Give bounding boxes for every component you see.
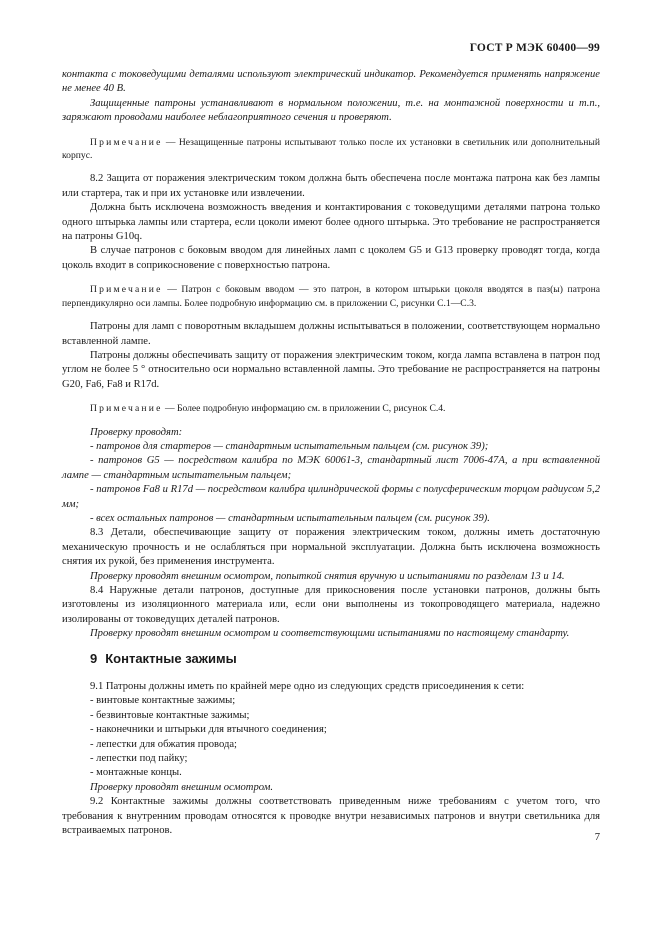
paragraph: Проверку проводят внешним осмотром и соответствующими испытаниями по настоящему стандарту. bbox=[90, 628, 570, 640]
paragraph: Защищенные патроны устанавливают в нормальном положении, т.е. на монтажной поверхности и т.п., заряжают проводами наиболее неблагоприятного сечения и проверяют. bbox=[62, 97, 600, 124]
section-number: 9 bbox=[90, 650, 98, 666]
paragraph: 8.2 Защита от поражения электрическим током должна быть обеспечена после монтажа патрона как без лампы или стартера, так и при их установке или извлечении. bbox=[62, 173, 600, 199]
document-header: ГОСТ Р МЭК 60400—99 bbox=[469, 42, 600, 54]
note-label: Примечание bbox=[90, 284, 163, 296]
list-item: - всех остальных патронов — стандартным испытательным пальцем (см. рисунок 39). bbox=[90, 512, 490, 524]
paragraph: Проверку проводят внешним осмотром, попыткой снятия вручную и испытаниями по разделам 13 и 14. bbox=[90, 570, 565, 582]
section-title: Контактные зажимы bbox=[105, 650, 237, 666]
note-label: Примечание bbox=[90, 403, 163, 415]
paragraph: В случае патронов с боковым вводом для линейных ламп с цоколем G5 и G13 проверку проводят тогда, когда цоколь входит в соприкосновение с поверхностью патрона. bbox=[62, 245, 600, 271]
list-item: - винтовые контактные зажимы; bbox=[90, 695, 236, 707]
paragraph: контакта с токоведущими деталями используют электрический индикатор. Рекомендуется применять напряжение не менее 40 В. bbox=[62, 69, 600, 95]
list-item: - патронов для стартеров — стандартным испытательным пальцем (см. рисунок 39); bbox=[90, 440, 489, 452]
paragraph: Должна быть исключена возможность введения и контактирования с токоведущими деталями патрона только одного штырька лампы или стартера, если цоколи имеют более одного штырька. Это требование не распространяется на патроны G10q. bbox=[62, 202, 600, 243]
note-text: — Незащищенные патроны испытывают только после их установки в светильник или дополнительный корпус. bbox=[62, 136, 600, 162]
paragraph: Патроны должны обеспечивать защиту от поражения электрическим током, когда лампа вставлена в патрон под углом не более 5 ° относительно оси нормально вставленной лампы. Это требование не распространяется на патроны G20, Fa6, Fa8 и R17d. bbox=[62, 349, 600, 390]
note-text: — Патрон с боковым вводом — это патрон, в котором штырьки цоколя вводятся в паз(ы) патрона перпендикулярно оси лампы. Более подробную информацию см. в приложении С, рисунки С.1—С.3. bbox=[62, 284, 600, 309]
list-item: - монтажные концы. bbox=[90, 767, 182, 779]
list-item: - лепестки для обжатия провода; bbox=[90, 738, 238, 750]
note bbox=[62, 402, 600, 415]
paragraph: 8.3 Детали, обеспечивающие защиту от поражения электрическим током, должны иметь достаточную механическую прочность и не ослабляться при нормальной эксплуатации. Должна быть исключена возможность снятия их рукой, без применения инструмента. bbox=[62, 527, 600, 568]
page-number: 7 bbox=[594, 832, 600, 843]
section-heading bbox=[90, 652, 600, 666]
document-body bbox=[62, 68, 600, 839]
paragraph: 9.2 Контактные зажимы должны соответствовать приведенным ниже требованиям с учетом того, что требования к внутренним проводам относятся к проводке внутри независимых патронов и внутри светильника для встраиваемых патронов. bbox=[62, 796, 600, 837]
note-text: — Более подробную информацию см. в приложении С, рисунок С.4. bbox=[162, 403, 446, 415]
note-label: Примечание bbox=[90, 136, 163, 148]
paragraph: 9.1 Патроны должны иметь по крайней мере одно из следующих средств присоединения к сети: bbox=[90, 681, 525, 693]
list-item: - лепестки под пайку; bbox=[90, 753, 188, 765]
paragraph: Патроны для ламп с поворотным вкладышем должны испытываться в положении, соответствующем нормально вставленной лампе. bbox=[62, 321, 600, 347]
paragraph: 8.4 Наружные детали патронов, доступные для прикосновения после установки патронов, должны быть изготовлены из изоляционного материала или, если они выполнены из токопроводящего материала, надежно изолированы от токоведущих деталей патронов. bbox=[62, 585, 600, 625]
list-item: - патронов Fa8 и R17d — посредством калибра цилиндрической формы с полусферическим торцом радиусом 5,2 мм; bbox=[62, 484, 600, 510]
list-item: - наконечники и штырьки для втычного соединения; bbox=[90, 724, 327, 736]
paragraph: Проверку проводят: bbox=[90, 426, 183, 438]
list-item: - безвинтовые контактные зажимы; bbox=[90, 709, 250, 721]
note bbox=[62, 283, 600, 310]
list-item: - патронов G5 — посредством калибра по МЭК 60061-3, стандартный лист 7006-47А, а при вставленной лампе — стандартным испытательным пальцем; bbox=[62, 455, 600, 481]
note bbox=[62, 136, 600, 163]
paragraph: Проверку проводят внешним осмотром. bbox=[90, 781, 274, 793]
